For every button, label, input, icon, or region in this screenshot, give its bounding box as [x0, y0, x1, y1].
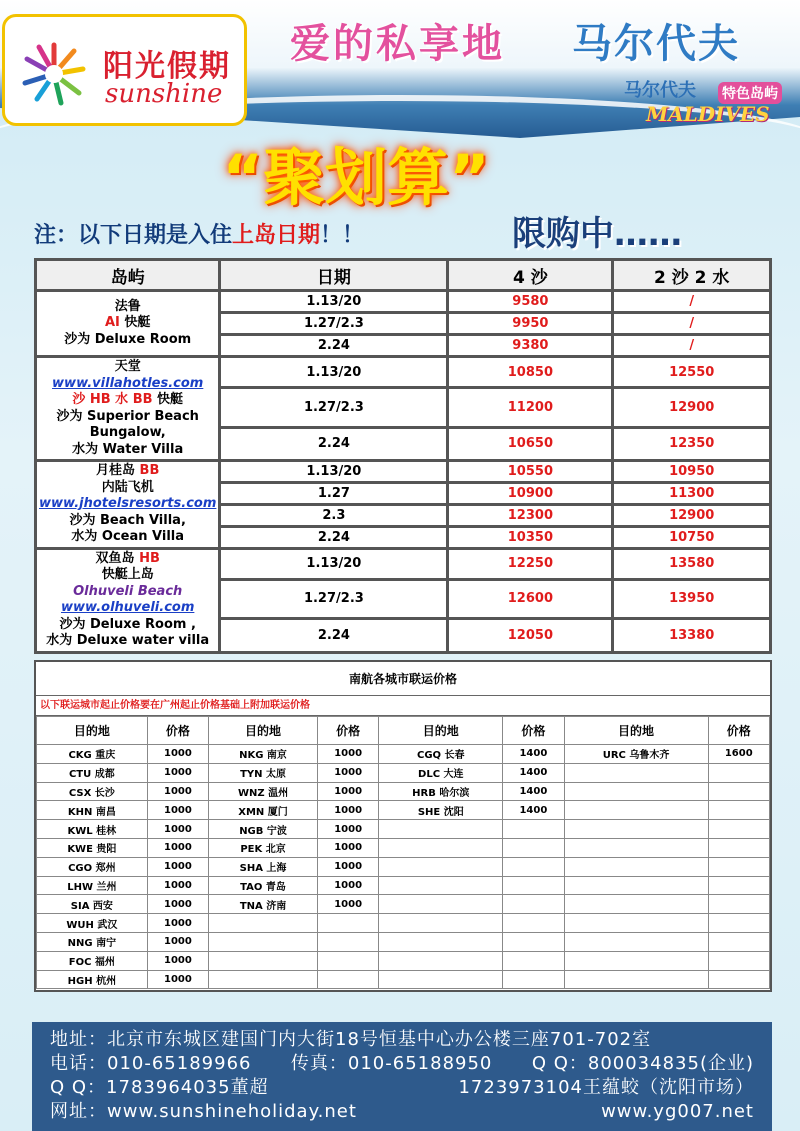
price-4sand: 12300 — [449, 506, 611, 525]
destination-cell: NGB 宁波 — [209, 820, 318, 839]
destination-cell: TYN 太原 — [209, 763, 318, 782]
date-cell: 2.24 — [221, 429, 446, 459]
price-2sand2water: 13380 — [614, 620, 769, 651]
price-4sand: 11200 — [449, 389, 611, 425]
date-cell: 1.13/20 — [221, 292, 446, 311]
qq-business: Q Q：800034835(企业) — [531, 1053, 754, 1074]
price-cell: 1000 — [317, 782, 378, 801]
footer-row — [50, 1076, 754, 1100]
price-cell — [503, 914, 564, 933]
resort-name: Olhuveli Beach — [73, 583, 183, 599]
price-2sand2water: / — [614, 314, 769, 333]
footer-row — [50, 1028, 754, 1052]
price-cell — [503, 820, 564, 839]
price-cell — [708, 838, 769, 857]
table-row — [37, 970, 770, 989]
island-olhuveli — [37, 550, 218, 651]
transfer-header-row — [37, 717, 770, 745]
table-row — [37, 745, 770, 764]
badge-tag: 特色岛屿 — [718, 82, 782, 104]
destination-cell: TAO 青岛 — [209, 876, 318, 895]
footer-row — [50, 1100, 754, 1124]
destination-cell — [564, 970, 708, 989]
destination-cell — [564, 876, 708, 895]
destination-cell — [564, 820, 708, 839]
price-2sand2water: 12350 — [614, 429, 769, 459]
price-header-row — [37, 261, 769, 289]
price-2sand2water: 10950 — [614, 462, 769, 481]
hotel-link[interactable]: www.jhotelsresorts.com — [39, 496, 217, 511]
price-cell: 1000 — [147, 876, 208, 895]
header-price: 价格 — [317, 717, 378, 745]
table-row — [37, 763, 770, 782]
note-prefix: 注：以下日期是入住 — [34, 223, 233, 248]
price-cell — [503, 932, 564, 951]
price-cell: 1000 — [147, 970, 208, 989]
brand-logo — [2, 14, 247, 126]
price-cell — [708, 951, 769, 970]
transfer-type: 快艇 — [152, 392, 184, 407]
destination-cell: WNZ 温州 — [209, 782, 318, 801]
island-name: 月桂岛 — [96, 463, 140, 478]
price-2sand2water: 10750 — [614, 528, 769, 547]
note-highlight: 上岛日期 — [232, 223, 321, 248]
destination-cell — [379, 838, 503, 857]
price-2sand2water: 11300 — [614, 484, 769, 503]
table-row — [37, 838, 770, 857]
transfer-body — [37, 717, 770, 989]
room-type: 沙为 Deluxe Room — [64, 331, 192, 347]
header-4sand: 4 沙 — [449, 261, 611, 289]
price-2sand2water: 13950 — [614, 581, 769, 616]
room-type: Bungalow, — [89, 425, 166, 440]
price-2sand2water: 13580 — [614, 550, 769, 579]
room-type: 沙为 Deluxe Room , — [59, 616, 196, 632]
table-row — [37, 801, 770, 820]
price-cell — [503, 895, 564, 914]
room-type: 沙为 Superior Beach — [56, 408, 199, 424]
table-row — [37, 951, 770, 970]
price-cell — [317, 932, 378, 951]
transfer-type: 快艇 — [119, 315, 151, 331]
destination-cell — [379, 876, 503, 895]
table-row — [37, 462, 769, 481]
room-type: 沙为 Beach Villa, — [69, 512, 186, 528]
destination-cell: LHW 兰州 — [37, 876, 148, 895]
destination-cell: WUH 武汉 — [37, 914, 148, 933]
destination-title: 马尔代夫 — [572, 21, 740, 67]
island-faru — [37, 292, 218, 355]
date-cell: 2.3 — [221, 506, 446, 525]
price-cell: 1000 — [317, 838, 378, 857]
price-cell — [503, 876, 564, 895]
table-row — [37, 895, 770, 914]
qq-contact-1: Q Q：1783964035董超 — [50, 1077, 269, 1098]
destination-cell: CGO 郑州 — [37, 857, 148, 876]
headline: “聚划算” — [222, 141, 490, 214]
date-cell: 2.24 — [221, 336, 446, 355]
price-cell: 1000 — [147, 801, 208, 820]
header-price: 价格 — [503, 717, 564, 745]
room-type: 水为 Deluxe water villa — [46, 633, 210, 648]
price-cell: 1000 — [317, 895, 378, 914]
header-date: 日期 — [221, 261, 446, 289]
island-name: 天堂 — [114, 359, 141, 374]
table-row — [37, 820, 770, 839]
price-cell — [503, 838, 564, 857]
header-destination: 目的地 — [379, 717, 503, 745]
table-row — [37, 292, 769, 311]
destination-cell: PEK 北京 — [209, 838, 318, 857]
table-row — [37, 782, 770, 801]
price-2sand2water: / — [614, 336, 769, 355]
price-2sand2water: / — [614, 292, 769, 311]
price-cell: 1000 — [147, 857, 208, 876]
transfer-type: 快艇上岛 — [101, 567, 154, 582]
price-cell: 1000 — [147, 895, 208, 914]
price-cell: 1400 — [503, 801, 564, 820]
island-plan — [39, 392, 216, 409]
date-cell: 2.24 — [221, 528, 446, 547]
table-row — [37, 914, 770, 933]
destination-cell: URC 乌鲁木齐 — [564, 745, 708, 764]
destination-cell: SHE 沈阳 — [379, 801, 503, 820]
destination-cell: NKG 南京 — [209, 745, 318, 764]
table-row — [37, 857, 770, 876]
header-price: 价格 — [147, 717, 208, 745]
price-cell: 1000 — [147, 763, 208, 782]
room-type: 水为 Ocean Villa — [71, 529, 185, 544]
island-name-line — [39, 551, 216, 568]
badge-en: MALDIVES — [646, 102, 770, 126]
price-cell: 1000 — [147, 951, 208, 970]
destination-cell — [564, 932, 708, 951]
price-cell: 1000 — [147, 745, 208, 764]
header-price: 价格 — [708, 717, 769, 745]
destination-cell: SHA 上海 — [209, 857, 318, 876]
destination-cell: TNA 济南 — [209, 895, 318, 914]
price-2sand2water: 12900 — [614, 506, 769, 525]
destination-cell: HGH 杭州 — [37, 970, 148, 989]
price-4sand: 12250 — [449, 550, 611, 579]
price-cell — [503, 857, 564, 876]
price-cell: 1400 — [503, 745, 564, 764]
price-cell: 1400 — [503, 782, 564, 801]
date-cell: 1.27/2.3 — [221, 581, 446, 616]
header-destination: 目的地 — [37, 717, 148, 745]
price-4sand: 10350 — [449, 528, 611, 547]
website-2[interactable]: www.yg007.net — [601, 1101, 754, 1122]
header-island: 岛屿 — [37, 261, 218, 289]
price-cell: 1000 — [317, 857, 378, 876]
brand-name-en: sunshine — [105, 79, 223, 109]
address: 地址：北京市东城区建国门内大街18号恒基中心办公楼三座701-702室 — [50, 1029, 652, 1050]
price-4sand: 10850 — [449, 358, 611, 386]
transfer-section — [34, 660, 772, 992]
island-name: 法鲁 — [114, 298, 141, 314]
date-cell: 1.13/20 — [221, 358, 446, 386]
destination-cell — [564, 801, 708, 820]
room-type: 水为 Water Villa — [72, 441, 184, 457]
price-cell: 1000 — [147, 782, 208, 801]
price-cell — [708, 820, 769, 839]
phone: 电话：010-65189966 — [50, 1053, 252, 1074]
price-cell: 1000 — [147, 820, 208, 839]
price-cell — [708, 782, 769, 801]
slogan: 爱的私享地 — [290, 21, 505, 67]
hotel-link[interactable]: www.villahotles.com — [52, 375, 204, 391]
destination-cell: CSX 长沙 — [37, 782, 148, 801]
destination-cell — [209, 951, 318, 970]
fax: 传真：010-65188950 — [290, 1053, 493, 1074]
price-cell: 1000 — [147, 838, 208, 857]
destination-cell: CGQ 长春 — [379, 745, 503, 764]
price-cell — [503, 970, 564, 989]
price-cell: 1400 — [503, 763, 564, 782]
price-cell: 1000 — [147, 932, 208, 951]
transfer-title: 南航各城市联运价格 — [36, 662, 770, 696]
destination-cell — [209, 932, 318, 951]
destination-cell — [209, 970, 318, 989]
brand-name-cn: 阳光假期 — [103, 49, 231, 84]
contact-footer — [32, 1022, 772, 1131]
destination-cell: NNG 南宁 — [37, 932, 148, 951]
destination-cell — [564, 763, 708, 782]
price-4sand: 10650 — [449, 429, 611, 459]
badge-destination: 马尔代夫 — [624, 80, 696, 101]
price-cell — [708, 970, 769, 989]
destination-cell — [379, 970, 503, 989]
price-2sand2water: 12550 — [614, 358, 769, 386]
price-cell — [317, 914, 378, 933]
island-name-line — [39, 463, 216, 480]
destination-cell — [564, 782, 708, 801]
price-4sand: 9580 — [449, 292, 611, 311]
meal-plan: BB — [139, 463, 160, 478]
table-row — [37, 358, 769, 386]
price-cell — [708, 857, 769, 876]
price-cell: 1000 — [317, 876, 378, 895]
footer-row — [50, 1052, 754, 1076]
price-cell: 1000 — [317, 745, 378, 764]
destination-cell — [564, 914, 708, 933]
island-name: 双鱼岛 — [95, 550, 140, 566]
price-4sand: 9950 — [449, 314, 611, 333]
destination-cell: KHN 南昌 — [37, 801, 148, 820]
table-row — [37, 550, 769, 579]
destination-cell — [379, 914, 503, 933]
price-cell: 1000 — [317, 763, 378, 782]
price-table — [34, 258, 772, 654]
price-cell: 1000 — [147, 914, 208, 933]
destination-cell: XMN 厦门 — [209, 801, 318, 820]
meal-plan: 沙 HB 水 BB — [72, 392, 153, 407]
price-cell — [317, 970, 378, 989]
website-1[interactable]: 网址：www.sunshineholiday.net — [50, 1101, 357, 1122]
island-paradise — [37, 358, 218, 459]
destination-cell — [564, 857, 708, 876]
destination-cell — [379, 857, 503, 876]
note-suffix: ！！ — [320, 223, 365, 248]
destination-cell: CTU 成都 — [37, 763, 148, 782]
price-4sand: 9380 — [449, 336, 611, 355]
qq-contact-2: 1723973104王蕴蛟（沈阳市场） — [458, 1077, 754, 1098]
price-cell: 1600 — [708, 745, 769, 764]
header-destination: 目的地 — [564, 717, 708, 745]
price-cell — [708, 801, 769, 820]
destination-cell — [379, 951, 503, 970]
price-cell — [708, 895, 769, 914]
date-cell: 1.27/2.3 — [221, 314, 446, 333]
transfer-table — [36, 716, 770, 989]
table-row — [37, 932, 770, 951]
price-cell: 1000 — [317, 820, 378, 839]
header-destination: 目的地 — [209, 717, 318, 745]
price-2sand2water: 12900 — [614, 389, 769, 425]
meal-plan: HB — [139, 550, 160, 566]
transfer-type: 内陆飞机 — [101, 479, 154, 495]
date-note — [34, 218, 364, 249]
destination-cell: FOC 福州 — [37, 951, 148, 970]
date-cell: 1.13/20 — [221, 550, 446, 579]
date-cell: 1.27 — [221, 484, 446, 503]
price-4sand: 10900 — [449, 484, 611, 503]
destination-cell — [564, 951, 708, 970]
header-2sand2water: 2 沙 2 水 — [614, 261, 769, 289]
price-4sand: 12050 — [449, 620, 611, 651]
price-cell — [503, 951, 564, 970]
destination-cell — [379, 932, 503, 951]
destination-cell — [564, 895, 708, 914]
price-cell: 1000 — [317, 801, 378, 820]
price-cell — [708, 876, 769, 895]
price-4sand: 10550 — [449, 462, 611, 481]
meal-plan: AI — [104, 315, 120, 331]
table-row — [37, 876, 770, 895]
island-plan — [39, 315, 216, 332]
destination-cell — [209, 914, 318, 933]
destination-cell: DLC 大连 — [379, 763, 503, 782]
destination-cell: HRB 哈尔滨 — [379, 782, 503, 801]
transfer-note: 以下联运城市起止价格要在广州起止价格基础上附加联运价格 — [36, 696, 770, 716]
hotel-link[interactable]: www.olhuveli.com — [61, 600, 195, 615]
island-jresort — [37, 462, 218, 547]
destination-cell: KWL 桂林 — [37, 820, 148, 839]
date-cell: 1.27/2.3 — [221, 389, 446, 425]
destination-cell — [379, 820, 503, 839]
date-cell: 2.24 — [221, 620, 446, 651]
destination-cell: KWE 贵阳 — [37, 838, 148, 857]
price-cell — [317, 951, 378, 970]
destination-cell — [564, 838, 708, 857]
date-cell: 1.13/20 — [221, 462, 446, 481]
destination-cell: CKG 重庆 — [37, 745, 148, 764]
destination-cell: SIA 西安 — [37, 895, 148, 914]
destination-cell — [379, 895, 503, 914]
price-4sand: 12600 — [449, 581, 611, 616]
price-cell — [708, 932, 769, 951]
price-cell — [708, 914, 769, 933]
sunburst-icon — [19, 39, 89, 109]
price-cell — [708, 763, 769, 782]
limited-offer: 限购中…… — [512, 214, 682, 254]
